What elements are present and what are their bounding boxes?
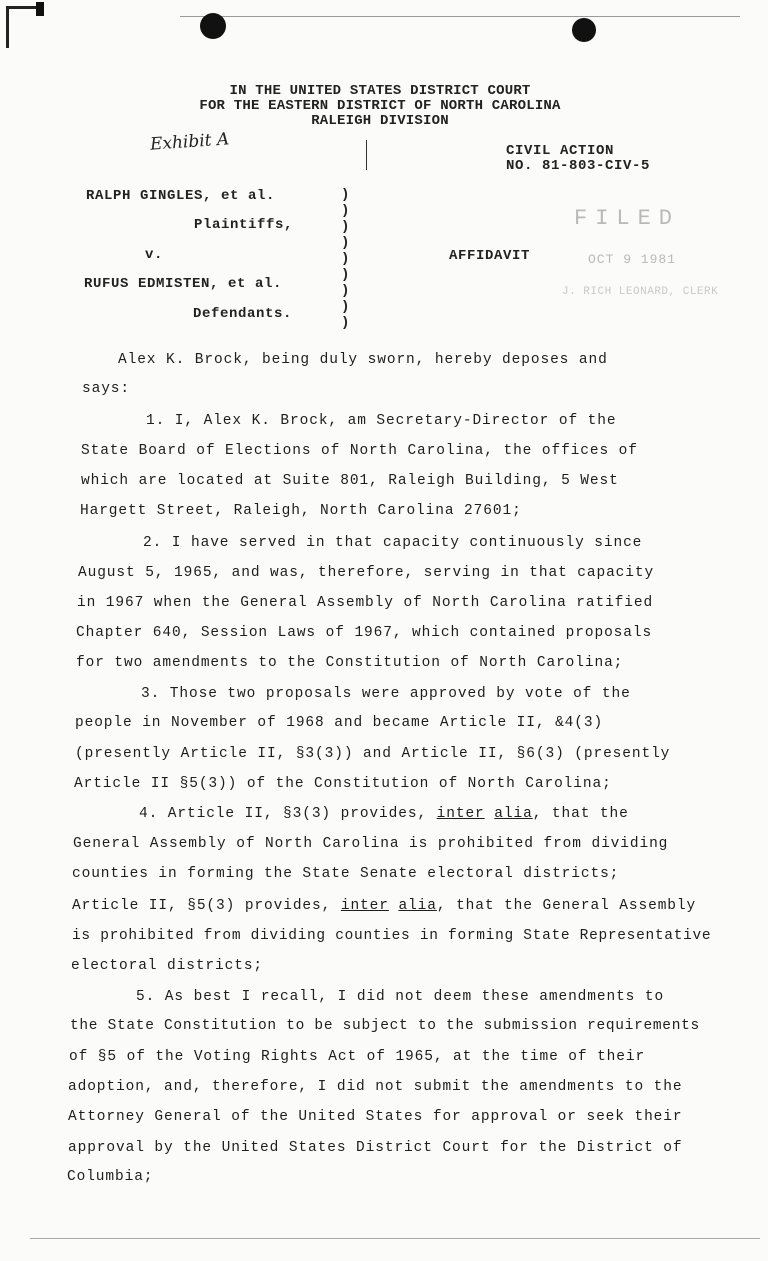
paragraph-2-line: in 1967 when the General Assembly of North Carolina ratified <box>77 595 654 611</box>
inter-alia-term: alia <box>494 806 533 822</box>
paragraph-1-line: State Board of Elections of North Carolina, the offices of <box>81 443 638 459</box>
caption-bracket: ) <box>341 299 351 315</box>
paragraph-5-line: Attorney General of the United States for approval or seek their <box>68 1109 683 1125</box>
paragraph-3-line: (presently Article II, §3(3)) and Article II, §6(3) (presently <box>75 746 671 762</box>
paragraph-4-line: General Assembly of North Carolina is prohibited from dividing <box>73 836 669 852</box>
exhibit-handwritten-note: Exhibit A <box>149 129 230 155</box>
paragraph-1-line: 1. I, Alex K. Brock, am Secretary-Director of the <box>146 413 617 429</box>
paragraph-1-line: which are located at Suite 801, Raleigh Building, 5 West <box>81 473 619 489</box>
court-heading-line-2: FOR THE EASTERN DISTRICT OF NORTH CAROLINA <box>199 98 561 114</box>
bottom-edge-line <box>30 1238 760 1239</box>
caption-bracket: ) <box>341 235 351 251</box>
paragraph-4-line <box>139 806 629 822</box>
paragraph-2-line: August 5, 1965, and was, therefore, serving in that capacity <box>78 565 655 581</box>
paragraph-4-text: 4. Article II, §3(3) provides, <box>139 806 437 822</box>
paragraph-4-text: Article II, §5(3) provides, <box>72 898 341 914</box>
defendant-role: Defendants. <box>193 306 293 322</box>
paragraph-5-line: Columbia; <box>67 1169 154 1185</box>
inter-alia-term: inter <box>436 806 485 822</box>
punch-hole-left <box>200 13 226 39</box>
defendant-name: RUFUS EDMISTEN, et al. <box>84 276 283 292</box>
versus: v. <box>145 247 164 263</box>
paragraph-3-line: 3. Those two proposals were approved by vote of the <box>141 686 631 702</box>
civil-action-label: CIVIL ACTION <box>506 143 615 159</box>
paragraph-3-line: Article II §5(3)) of the Constitution of North Carolina; <box>74 776 612 792</box>
paragraph-4-line: is prohibited from dividing counties in forming State Representative <box>72 928 712 944</box>
caption-bracket: ) <box>341 283 351 299</box>
paragraph-4-text: , that the General Assembly <box>436 898 697 914</box>
filed-stamp-word: FILED <box>574 206 681 231</box>
court-heading-line-3: RALEIGH DIVISION <box>311 113 449 129</box>
paragraph-4-text: , that the <box>532 806 629 822</box>
plaintiff-name: RALPH GINGLES, et al. <box>86 188 276 204</box>
paragraph-4-line: electoral districts; <box>71 958 264 974</box>
document-type: AFFIDAVIT <box>449 248 531 264</box>
paragraph-2-line: Chapter 640, Session Laws of 1967, which contained proposals <box>76 625 653 641</box>
inter-alia-term: alia <box>398 898 437 914</box>
caption-bracket: ) <box>341 187 351 203</box>
punch-hole-right <box>572 18 596 42</box>
caption-bracket: ) <box>341 315 351 331</box>
intro-line: Alex K. Brock, being duly sworn, hereby deposes and <box>118 352 608 368</box>
corner-notch <box>36 2 44 16</box>
court-heading-line-1: IN THE UNITED STATES DISTRICT COURT <box>229 83 531 99</box>
paragraph-4-line: counties in forming the State Senate electoral districts; <box>72 866 620 882</box>
caption-bracket: ) <box>341 219 351 235</box>
paragraph-2-line: for two amendments to the Constitution of North Carolina; <box>76 655 624 671</box>
caption-bracket: ) <box>341 251 351 267</box>
paragraph-5-line: of §5 of the Voting Rights Act of 1965, at the time of their <box>69 1049 646 1065</box>
paragraph-5-line: 5. As best I recall, I did not deem these amendments to <box>136 989 665 1005</box>
paragraph-2-line: 2. I have served in that capacity continuously since <box>143 535 643 551</box>
caption-bracket: ) <box>341 203 351 219</box>
paragraph-1-line: Hargett Street, Raleigh, North Carolina 27601; <box>80 503 522 519</box>
plaintiff-role: Plaintiffs, <box>194 217 294 233</box>
paragraph-5-line: the State Constitution to be subject to the submission requirements <box>70 1018 700 1034</box>
paragraph-5-line: approval by the United States District Court for the District of <box>68 1140 683 1156</box>
filed-stamp-clerk: J. RICH LEONARD, CLERK <box>562 286 719 298</box>
paragraph-3-line: people in November of 1968 and became Article II, &4(3) <box>75 715 604 731</box>
inter-alia-term: inter <box>340 898 389 914</box>
paragraph-5-line: adoption, and, therefore, I did not submit the amendments to the <box>68 1079 683 1095</box>
center-tick <box>366 140 367 170</box>
term-space <box>485 806 495 822</box>
intro-line: says: <box>82 381 131 397</box>
caption-bracket: ) <box>341 267 351 283</box>
corner-mark-vertical <box>6 6 9 48</box>
filed-stamp-date: OCT 9 1981 <box>588 252 677 267</box>
civil-action-number: NO. 81-803-CIV-5 <box>506 158 651 174</box>
paragraph-4-line <box>72 898 696 914</box>
top-edge-line <box>180 16 740 17</box>
